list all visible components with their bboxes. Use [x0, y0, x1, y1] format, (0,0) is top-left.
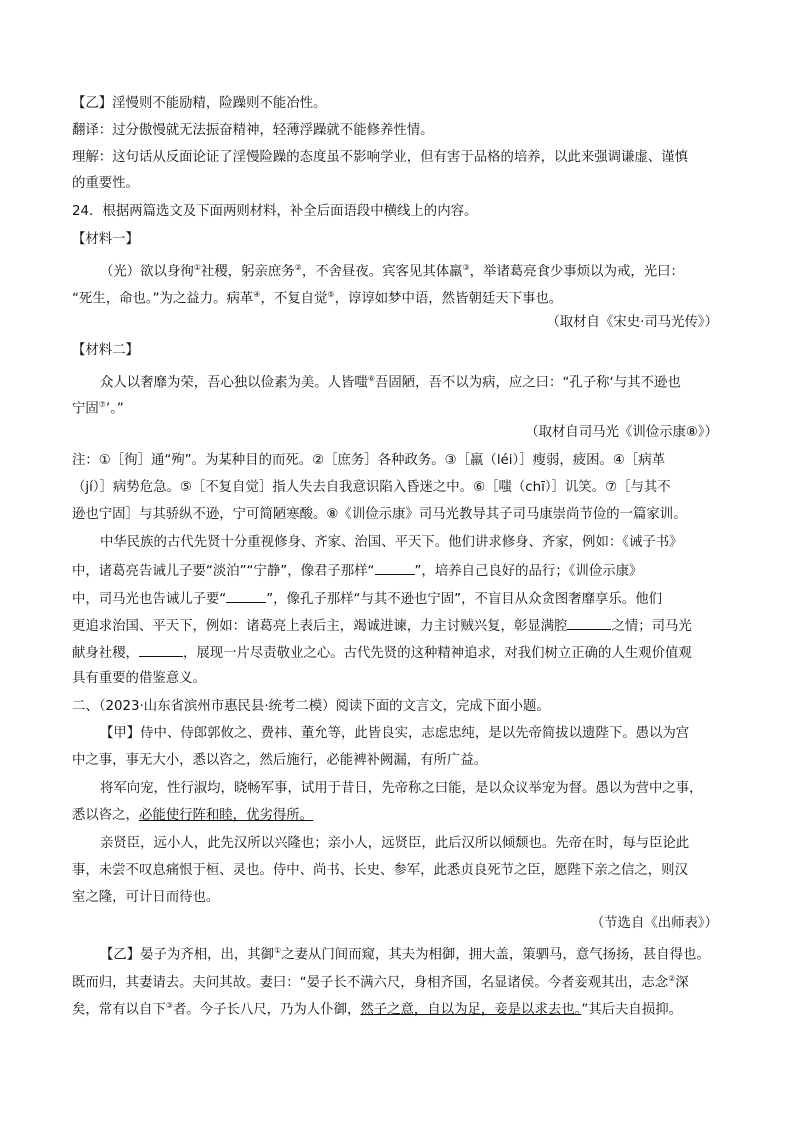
jia-line7: 室之隆，可计日而待也。: [72, 890, 220, 905]
fill-blank-4[interactable]: [139, 642, 183, 657]
paragraph-line3: 中，司马光也告诫儿子要“ ”，像孔子那样“与其不逊也宁固”，不盲目从众贪图奢靡享乐。他们: [72, 588, 662, 610]
jia-line4: 悉以咨之，必能使行阵和睦，优劣得所。: [72, 808, 314, 823]
yi-original: 【乙】淫慢则不能励精，险躁则不能冶性。: [72, 96, 327, 111]
material-1-heading: 【材料一】: [72, 232, 139, 247]
yi-passage-line1: 【乙】晏子为齐相，出，其御①之妻从门间而窥，其夫为相御，拥大盖，策驷马，意气扬扬，甚自得也。: [100, 946, 710, 963]
paragraph-line2: 中，诸葛亮告诫儿子要“淡泊”“宁静”，像君子那样“ ”，培养自己良好的品行；《训俭示康》: [72, 560, 642, 582]
fill-blank-2[interactable]: [226, 588, 266, 603]
material-1-line2: “死生，命也。”为之益力。病革④，不复自觉⑤，谆谆如梦中语，然皆朝廷天下事也。: [72, 290, 563, 307]
material-2-line1: 众人以奢靡为荣，吾心独以俭素为美。人皆嗤⑥吾固陋，吾不以为病，应之曰：“孔子称‘与其不逊也: [100, 374, 681, 391]
fill-blank-3[interactable]: [567, 615, 611, 630]
underlined-sentence-1: 必能使行阵和睦，优劣得所。: [138, 808, 314, 823]
yi-understanding-line2: 的重要性。: [72, 176, 139, 191]
jia-line1: 【甲】侍中、侍郎郭攸之、费祎、董允等，此皆良实，志虑忠纯，是以先帝简拔以遗陛下。愚以为宫: [100, 726, 690, 741]
jia-line3: 将军向宠，性行淑均，晓畅军事，试用于昔日，先帝称之曰能，是以众议举宠为督。愚以为营中之事，: [100, 781, 703, 796]
notes-line2: （jí）］病势危急。⑤［不复自觉］指人失去自我意识陷入昏迷之中。⑥［嗤（chī）］讥笑。⑦［与其不: [72, 480, 671, 495]
section-2-heading: 二、（2023·山东省滨州市惠民县·统考二模）阅读下面的文言文，完成下面小题。: [72, 699, 550, 714]
jia-line2: 中之事，事无大小，悉以咨之，然后施行，必能裨补阙漏，有所广益。: [72, 753, 488, 768]
paragraph-line1: 中华民族的古代先贤十分重视修身、齐家、治国、平天下。他们讲求修身、齐家，例如：《诫子书》: [100, 535, 683, 550]
jia-line5: 亲贤臣，远小人，此先汉所以兴隆也；亲小人，远贤臣，此后汉所以倾颓也。先帝在时，每与臣论此: [100, 836, 690, 851]
underlined-sentence-2: 然子之意，自以为足，妾是以求去也。: [360, 1002, 582, 1018]
jia-source: （节选自《出师表》）: [590, 916, 718, 931]
yi-passage-line3: 矣，常有以自下③者。今子长八尺，乃为人仆御，然子之意，自以为足，妾是以求去也。”其后夫自损抑。: [72, 1001, 682, 1018]
yi-understanding-line1: 理解：这句话从反面论证了淫慢险躁的态度虽不影响学业，但有害于品格的培养，以此来强调谦虚、谨慎: [72, 150, 688, 165]
paragraph-line5: 献身社稷， ，展现一片尽责敬业之心。古代先贤的这种精神追求，对我们树立正确的人生观价值观: [72, 642, 692, 664]
fill-blank-1[interactable]: [375, 560, 415, 575]
material-2-source: （取材自司马光《训俭示康⑧》）: [525, 425, 718, 440]
material-2-line2: 宁固⑦’。”: [72, 400, 124, 417]
paragraph-line6: 具有重要的借鉴意义。: [72, 671, 206, 686]
paragraph-line4: 更追求治国、平天下，例如：诸葛亮上表后主，竭诚进谏，力主讨贼兴复，彰显满腔 之情；司马光: [72, 615, 692, 637]
question-24-stem: 24．根据两篇选文及下面两则材料，补全后面语段中横线上的内容。: [72, 204, 478, 219]
yi-translation: 翻译：过分傲慢就无法振奋精神，轻薄浮躁就不能修养性情。: [72, 123, 434, 138]
notes-line1: 注：①［徇］通“殉”。为某种目的而死。②［庶务］各种政务。③［羸（léi）］瘦弱，疲困。④［病革: [72, 453, 666, 468]
material-1-source: （取材自《宋史·司马光传》）: [546, 315, 718, 330]
material-2-heading: 【材料二】: [72, 343, 139, 358]
jia-line6: 事，未尝不叹息痛恨于桓、灵也。侍中、尚书、长史、参军，此悉贞良死节之臣，愿陛下亲之信之，则汉: [72, 863, 688, 878]
material-1-line1: （光）欲以身徇①社稷，躬亲庶务②，不舍昼夜。宾客见其体羸③，举诸葛亮食少事烦以为戒，光曰：: [100, 263, 684, 280]
notes-line3: 逊也宁固］与其骄纵不逊，宁可简陋寒酸。⑧《训俭示康》司马光教导其子司马康崇尚节俭的一篇家训。: [72, 507, 687, 522]
yi-passage-line2: 既而归，其妻请去。夫问其故。妻曰：“晏子长不满六尺，身相齐国，名显诸侯。今者妾观其出，志念②深: [72, 974, 689, 991]
